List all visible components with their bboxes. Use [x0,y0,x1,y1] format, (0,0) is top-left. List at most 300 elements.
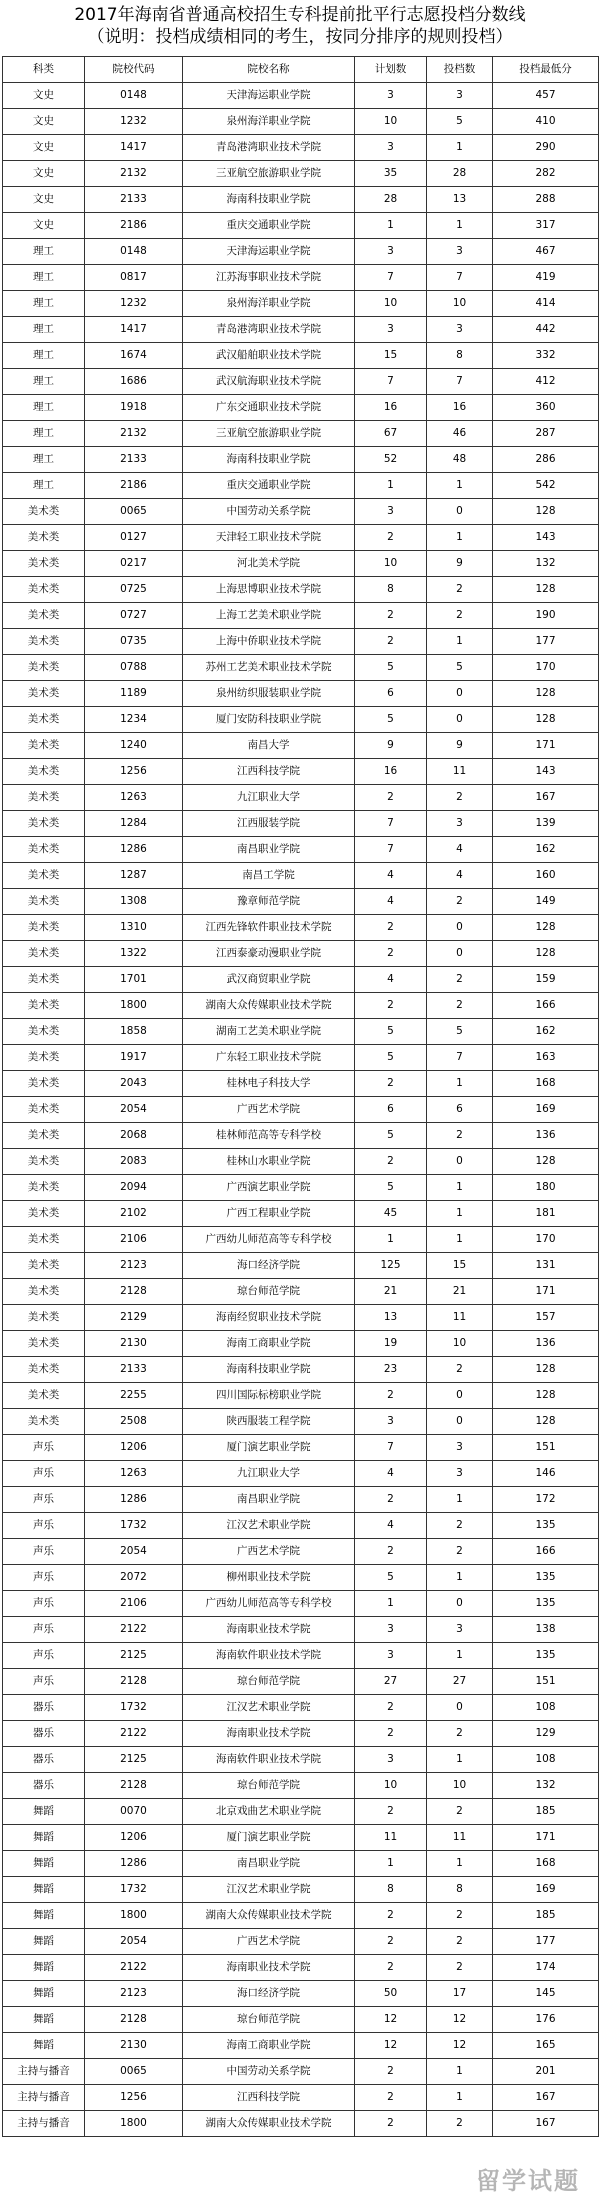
cell-school-name: 河北美术学院 [183,551,355,577]
header-plan-count: 计划数 [355,57,427,83]
cell-min-score: 128 [493,681,599,707]
cell-school-name: 四川国际标榜职业学院 [183,1383,355,1409]
cell-plan-count: 2 [355,1071,427,1097]
cell-school-code: 2132 [85,161,183,187]
table-row [3,1409,599,1435]
cell-school-code: 1284 [85,811,183,837]
cell-school-code: 1310 [85,915,183,941]
table-row [3,525,599,551]
cell-min-score: 129 [493,1721,599,1747]
cell-plan-count: 2 [355,525,427,551]
cell-school-name: 广西幼儿师范高等专科学校 [183,1591,355,1617]
cell-category: 美术类 [3,1201,85,1227]
cell-min-score: 201 [493,2059,599,2085]
cell-admit-count: 2 [427,993,493,1019]
cell-admit-count: 1 [427,135,493,161]
cell-plan-count: 28 [355,187,427,213]
cell-admit-count: 3 [427,83,493,109]
cell-min-score: 163 [493,1045,599,1071]
cell-category: 美术类 [3,811,85,837]
table-row [3,1669,599,1695]
cell-admit-count: 0 [427,1695,493,1721]
cell-category: 文史 [3,83,85,109]
cell-admit-count: 5 [427,109,493,135]
cell-school-code: 2125 [85,1747,183,1773]
cell-school-code: 2068 [85,1123,183,1149]
cell-plan-count: 3 [355,135,427,161]
cell-min-score: 132 [493,551,599,577]
cell-category: 美术类 [3,941,85,967]
cell-min-score: 135 [493,1591,599,1617]
cell-school-name: 青岛港湾职业技术学院 [183,317,355,343]
cell-admit-count: 1 [427,1227,493,1253]
table-row [3,993,599,1019]
cell-category: 美术类 [3,681,85,707]
cell-category: 理工 [3,447,85,473]
table-row [3,733,599,759]
cell-school-name: 九江职业大学 [183,1461,355,1487]
cell-plan-count: 1 [355,1851,427,1877]
cell-school-name: 琼台师范学院 [183,1773,355,1799]
cell-school-name: 琼台师范学院 [183,1669,355,1695]
cell-min-score: 151 [493,1435,599,1461]
cell-school-name: 中国劳动关系学院 [183,499,355,525]
cell-plan-count: 4 [355,863,427,889]
cell-plan-count: 52 [355,447,427,473]
table-row [3,1981,599,2007]
cell-category: 美术类 [3,1279,85,1305]
cell-category: 美术类 [3,863,85,889]
table-row [3,1955,599,1981]
cell-min-score: 190 [493,603,599,629]
cell-category: 美术类 [3,551,85,577]
cell-min-score: 128 [493,1357,599,1383]
cell-min-score: 136 [493,1331,599,1357]
cell-school-code: 1417 [85,135,183,161]
table-row [3,161,599,187]
cell-min-score: 181 [493,1201,599,1227]
cell-plan-count: 5 [355,1123,427,1149]
cell-admit-count: 8 [427,343,493,369]
table-row [3,1643,599,1669]
cell-school-name: 豫章师范学院 [183,889,355,915]
cell-plan-count: 7 [355,369,427,395]
cell-school-code: 1308 [85,889,183,915]
cell-category: 舞蹈 [3,2033,85,2059]
title-line-1: 2017年海南省普通高校招生专科提前批平行志愿投档分数线 [74,5,526,25]
cell-admit-count: 3 [427,1461,493,1487]
cell-min-score: 146 [493,1461,599,1487]
cell-school-name: 中国劳动关系学院 [183,2059,355,2085]
cell-min-score: 108 [493,1695,599,1721]
table-row [3,967,599,993]
cell-school-name: 重庆交通职业学院 [183,473,355,499]
cell-plan-count: 2 [355,1929,427,1955]
cell-category: 美术类 [3,499,85,525]
table-row [3,1513,599,1539]
cell-school-name: 江西服装学院 [183,811,355,837]
cell-category: 美术类 [3,1357,85,1383]
cell-min-score: 168 [493,1851,599,1877]
cell-school-code: 1417 [85,317,183,343]
cell-category: 美术类 [3,603,85,629]
cell-category: 声乐 [3,1539,85,1565]
table-row [3,1227,599,1253]
cell-school-code: 1732 [85,1513,183,1539]
cell-school-code: 2043 [85,1071,183,1097]
cell-min-score: 128 [493,1409,599,1435]
cell-admit-count: 4 [427,837,493,863]
cell-admit-count: 2 [427,2111,493,2137]
cell-school-code: 1800 [85,2111,183,2137]
cell-min-score: 135 [493,1513,599,1539]
cell-min-score: 167 [493,2085,599,2111]
cell-category: 美术类 [3,1409,85,1435]
cell-school-code: 1686 [85,369,183,395]
cell-school-name: 广西艺术学院 [183,1929,355,1955]
cell-school-code: 2133 [85,1357,183,1383]
cell-plan-count: 19 [355,1331,427,1357]
cell-category: 美术类 [3,1175,85,1201]
table-row [3,811,599,837]
cell-category: 舞蹈 [3,1955,85,1981]
cell-plan-count: 3 [355,317,427,343]
cell-category: 主持与播音 [3,2085,85,2111]
cell-school-name: 海口经济学院 [183,1981,355,2007]
cell-category: 理工 [3,291,85,317]
table-row [3,1903,599,1929]
cell-school-code: 2508 [85,1409,183,1435]
cell-plan-count: 67 [355,421,427,447]
cell-school-name: 三亚航空旅游职业学院 [183,161,355,187]
cell-admit-count: 1 [427,525,493,551]
cell-school-name: 海南职业技术学院 [183,1617,355,1643]
cell-school-code: 0217 [85,551,183,577]
cell-min-score: 177 [493,1929,599,1955]
cell-school-code: 1256 [85,2085,183,2111]
cell-category: 声乐 [3,1617,85,1643]
cell-plan-count: 11 [355,1825,427,1851]
table-row [3,1175,599,1201]
table-row [3,551,599,577]
table-row [3,707,599,733]
cell-category: 舞蹈 [3,1825,85,1851]
cell-category: 美术类 [3,1045,85,1071]
cell-school-code: 0065 [85,2059,183,2085]
cell-plan-count: 1 [355,213,427,239]
cell-school-code: 2083 [85,1149,183,1175]
cell-category: 美术类 [3,1331,85,1357]
cell-admit-count: 1 [427,1747,493,1773]
cell-admit-count: 5 [427,1019,493,1045]
cell-category: 舞蹈 [3,1851,85,1877]
cell-school-name: 湖南工艺美术职业学院 [183,1019,355,1045]
cell-school-name: 琼台师范学院 [183,2007,355,2033]
table-row [3,109,599,135]
cell-plan-count: 27 [355,1669,427,1695]
table-row [3,1097,599,1123]
cell-plan-count: 5 [355,1019,427,1045]
cell-school-code: 0070 [85,1799,183,1825]
table-row [3,1149,599,1175]
cell-admit-count: 2 [427,1539,493,1565]
cell-min-score: 290 [493,135,599,161]
title-line-2: （说明：投档成绩相同的考生，按同分排序的规则投档） [87,27,513,47]
cell-admit-count: 1 [427,473,493,499]
cell-admit-count: 1 [427,213,493,239]
cell-plan-count: 9 [355,733,427,759]
cell-category: 理工 [3,395,85,421]
cell-min-score: 128 [493,941,599,967]
table-row [3,863,599,889]
cell-plan-count: 12 [355,2007,427,2033]
table-row [3,1071,599,1097]
table-row [3,681,599,707]
table-body [3,83,599,2137]
cell-admit-count: 7 [427,1045,493,1071]
cell-min-score: 414 [493,291,599,317]
table-row [3,1305,599,1331]
page-title [0,0,600,56]
table-row [3,2007,599,2033]
cell-category: 舞蹈 [3,1929,85,1955]
cell-school-name: 九江职业大学 [183,785,355,811]
cell-admit-count: 13 [427,187,493,213]
table-row [3,473,599,499]
cell-plan-count: 45 [355,1201,427,1227]
cell-school-name: 广东轻工职业技术学院 [183,1045,355,1071]
cell-school-code: 2186 [85,473,183,499]
cell-plan-count: 7 [355,265,427,291]
cell-category: 舞蹈 [3,1799,85,1825]
table-row [3,1019,599,1045]
cell-school-name: 海南经贸职业技术学院 [183,1305,355,1331]
cell-school-name: 上海中侨职业技术学院 [183,629,355,655]
cell-admit-count: 27 [427,1669,493,1695]
cell-category: 理工 [3,239,85,265]
table-row [3,1253,599,1279]
cell-admit-count: 3 [427,317,493,343]
cell-school-name: 泉州海洋职业学院 [183,109,355,135]
cell-category: 舞蹈 [3,1903,85,1929]
cell-school-name: 上海工艺美术职业学院 [183,603,355,629]
cell-min-score: 136 [493,1123,599,1149]
cell-category: 理工 [3,473,85,499]
cell-plan-count: 1 [355,1591,427,1617]
cell-plan-count: 4 [355,1513,427,1539]
cell-school-code: 1286 [85,837,183,863]
cell-school-code: 2128 [85,1773,183,1799]
cell-min-score: 317 [493,213,599,239]
cell-category: 器乐 [3,1747,85,1773]
cell-school-name: 三亚航空旅游职业学院 [183,421,355,447]
cell-school-name: 海南软件职业技术学院 [183,1643,355,1669]
cell-school-name: 海南软件职业技术学院 [183,1747,355,1773]
table-row [3,785,599,811]
cell-school-name: 桂林师范高等专科学校 [183,1123,355,1149]
cell-school-name: 湖南大众传媒职业技术学院 [183,2111,355,2137]
table-row [3,1799,599,1825]
cell-plan-count: 2 [355,2059,427,2085]
cell-category: 舞蹈 [3,2007,85,2033]
cell-admit-count: 3 [427,239,493,265]
cell-min-score: 162 [493,1019,599,1045]
cell-school-code: 0817 [85,265,183,291]
cell-admit-count: 0 [427,1591,493,1617]
cell-school-name: 江西科技学院 [183,759,355,785]
cell-school-code: 2094 [85,1175,183,1201]
cell-admit-count: 2 [427,1357,493,1383]
cell-school-name: 江汉艺术职业学院 [183,1695,355,1721]
cell-category: 美术类 [3,1305,85,1331]
cell-admit-count: 17 [427,1981,493,2007]
cell-min-score: 149 [493,889,599,915]
table-row [3,239,599,265]
cell-category: 美术类 [3,629,85,655]
header-row [3,57,599,83]
cell-admit-count: 0 [427,707,493,733]
cell-admit-count: 1 [427,2085,493,2111]
cell-school-code: 1240 [85,733,183,759]
cell-category: 器乐 [3,1695,85,1721]
cell-plan-count: 2 [355,915,427,941]
cell-school-code: 1286 [85,1487,183,1513]
cell-admit-count: 1 [427,629,493,655]
header-min-score: 投档最低分 [493,57,599,83]
table-row [3,629,599,655]
table-row [3,343,599,369]
cell-admit-count: 2 [427,603,493,629]
cell-plan-count: 8 [355,577,427,603]
cell-min-score: 467 [493,239,599,265]
cell-category: 美术类 [3,1071,85,1097]
cell-category: 文史 [3,213,85,239]
cell-plan-count: 3 [355,1617,427,1643]
cell-school-name: 海南职业技术学院 [183,1721,355,1747]
cell-plan-count: 2 [355,1903,427,1929]
cell-school-code: 2129 [85,1305,183,1331]
cell-min-score: 128 [493,577,599,603]
cell-school-code: 2106 [85,1591,183,1617]
cell-school-code: 1800 [85,1903,183,1929]
cell-admit-count: 7 [427,369,493,395]
cell-school-code: 2132 [85,421,183,447]
cell-school-code: 2128 [85,1279,183,1305]
cell-school-name: 南昌工学院 [183,863,355,889]
cell-plan-count: 3 [355,499,427,525]
cell-school-code: 1674 [85,343,183,369]
cell-school-code: 1263 [85,785,183,811]
cell-category: 文史 [3,187,85,213]
cell-admit-count: 46 [427,421,493,447]
cell-school-name: 海南职业技术学院 [183,1955,355,1981]
cell-category: 理工 [3,369,85,395]
table-row [3,395,599,421]
cell-plan-count: 2 [355,1383,427,1409]
cell-admit-count: 16 [427,395,493,421]
cell-min-score: 172 [493,1487,599,1513]
cell-plan-count: 2 [355,993,427,1019]
cell-min-score: 168 [493,1071,599,1097]
cell-plan-count: 21 [355,1279,427,1305]
cell-school-code: 1918 [85,395,183,421]
cell-admit-count: 11 [427,1305,493,1331]
cell-school-name: 广西艺术学院 [183,1097,355,1123]
table-row [3,577,599,603]
cell-plan-count: 10 [355,291,427,317]
cell-school-name: 天津海运职业学院 [183,239,355,265]
cell-category: 理工 [3,343,85,369]
cell-plan-count: 2 [355,2111,427,2137]
cell-category: 美术类 [3,655,85,681]
cell-school-name: 武汉航海职业技术学院 [183,369,355,395]
cell-school-name: 南昌职业学院 [183,1851,355,1877]
cell-plan-count: 35 [355,161,427,187]
cell-min-score: 419 [493,265,599,291]
cell-admit-count: 3 [427,811,493,837]
cell-category: 器乐 [3,1721,85,1747]
cell-school-code: 0725 [85,577,183,603]
cell-school-name: 桂林山水职业学院 [183,1149,355,1175]
cell-min-score: 457 [493,83,599,109]
cell-min-score: 151 [493,1669,599,1695]
cell-admit-count: 2 [427,1721,493,1747]
cell-category: 主持与播音 [3,2059,85,2085]
cell-min-score: 171 [493,1825,599,1851]
cell-school-name: 泉州海洋职业学院 [183,291,355,317]
cell-plan-count: 6 [355,1097,427,1123]
cell-admit-count: 15 [427,1253,493,1279]
table-row [3,83,599,109]
table-row [3,889,599,915]
cell-school-code: 1189 [85,681,183,707]
cell-plan-count: 16 [355,395,427,421]
cell-min-score: 157 [493,1305,599,1331]
table-row [3,499,599,525]
cell-school-name: 江西科技学院 [183,2085,355,2111]
cell-admit-count: 2 [427,889,493,915]
cell-school-name: 南昌职业学院 [183,837,355,863]
table-row [3,1357,599,1383]
cell-admit-count: 1 [427,1175,493,1201]
table-row [3,135,599,161]
cell-plan-count: 13 [355,1305,427,1331]
cell-school-code: 1232 [85,109,183,135]
cell-admit-count: 0 [427,1149,493,1175]
table-row [3,1747,599,1773]
cell-min-score: 166 [493,993,599,1019]
cell-school-code: 0788 [85,655,183,681]
cell-category: 美术类 [3,1019,85,1045]
cell-school-name: 天津海运职业学院 [183,83,355,109]
cell-min-score: 159 [493,967,599,993]
cell-school-name: 南昌职业学院 [183,1487,355,1513]
cell-plan-count: 4 [355,1461,427,1487]
cell-plan-count: 10 [355,1773,427,1799]
table-row [3,2085,599,2111]
cell-min-score: 167 [493,785,599,811]
cell-school-name: 厦门安防科技职业学院 [183,707,355,733]
header-school-code: 院校代码 [85,57,183,83]
cell-category: 美术类 [3,1383,85,1409]
cell-category: 美术类 [3,707,85,733]
cell-category: 文史 [3,161,85,187]
cell-category: 美术类 [3,733,85,759]
table-row [3,1487,599,1513]
cell-min-score: 170 [493,655,599,681]
cell-school-name: 桂林电子科技大学 [183,1071,355,1097]
cell-school-code: 2122 [85,1617,183,1643]
